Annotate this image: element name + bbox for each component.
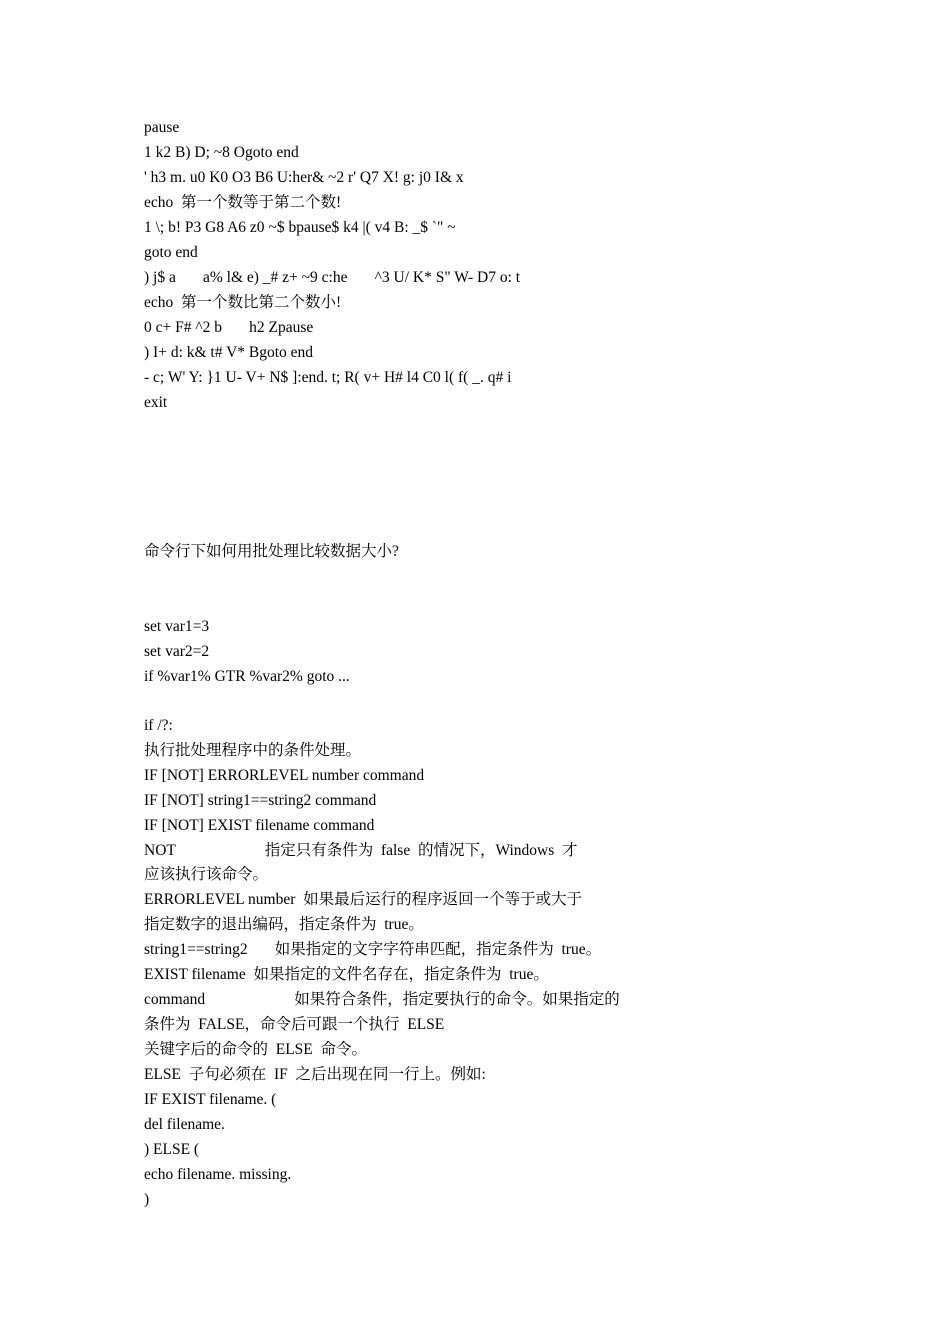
text-line: string1==string2 如果指定的文字字符串匹配，指定条件为 true。	[144, 941, 602, 958]
text-line: ) I+ d: k& t# V* Bgoto end	[144, 344, 314, 361]
text-line: 条件为 FALSE，命令后可跟一个执行 ELSE	[144, 1016, 445, 1033]
text-line: IF [NOT] string1==string2 command	[144, 792, 377, 809]
text-line: echo 第一个数等于第二个数!	[144, 194, 342, 211]
text-line: 0 c+ F# ^2 b h2 Zpause	[144, 319, 314, 336]
text-line: ERRORLEVEL number 如果最后运行的程序返回一个等于或大于	[144, 891, 583, 908]
text-line: EXIST filename 如果指定的文件名存在，指定条件为 true。	[144, 966, 549, 983]
text-line: ' h3 m. u0 K0 O3 B6 U:her& ~2 r' Q7 X! g: j0 I& x	[144, 169, 464, 186]
text-line: echo 第一个数比第二个数小!	[144, 294, 342, 311]
text-line: )	[144, 1191, 150, 1208]
text-line: del filename.	[144, 1116, 225, 1133]
text-line: if %var1% GTR %var2% goto ...	[144, 668, 350, 685]
text-line: echo filename. missing.	[144, 1166, 292, 1183]
text-line: 指定数字的退出编码，指定条件为 true。	[144, 916, 424, 933]
text-line: command 如果符合条件，指定要执行的命令。如果指定的	[144, 991, 620, 1008]
text-line: 1 k2 B) D; ~8 Ogoto end	[144, 144, 299, 161]
text-line: IF [NOT] EXIST filename command	[144, 817, 375, 834]
text-line: 1 \; b! P3 G8 A6 z0 ~$ bpause$ k4 |( v4 B: _$ `" ~	[144, 219, 456, 236]
text-line: 关键字后的命令的 ELSE 命令。	[144, 1041, 368, 1058]
text-line: - c; W' Y: }1 U- V+ N$ ]:end. t; R( v+ H# l4 C0 l( f( _. q# i	[144, 369, 512, 386]
text-line: set var1=3	[144, 618, 210, 635]
text-line: if /?:	[144, 717, 173, 734]
text-line: ) ELSE (	[144, 1141, 200, 1158]
text-line: exit	[144, 394, 168, 411]
text-line: pause	[144, 119, 180, 136]
text-line: goto end	[144, 244, 198, 261]
text-line: ELSE 子句必须在 IF 之后出现在同一行上。例如:	[144, 1066, 486, 1083]
text-line: 执行批处理程序中的条件处理。	[144, 742, 362, 759]
text-line: set var2=2	[144, 643, 210, 660]
text-line: IF [NOT] ERRORLEVEL number command	[144, 767, 425, 784]
text-line: IF EXIST filename. (	[144, 1091, 277, 1108]
text-line: ) j$ a a% l& e) _# z+ ~9 c:he ^3 U/ K* S" W- D7 o: t	[144, 269, 521, 286]
text-line: NOT 指定只有条件为 false 的情况下，Windows 才	[144, 842, 578, 859]
section-heading: 命令行下如何用批处理比较数据大小?	[144, 543, 399, 560]
text-line: 应该执行该命令。	[144, 866, 269, 883]
